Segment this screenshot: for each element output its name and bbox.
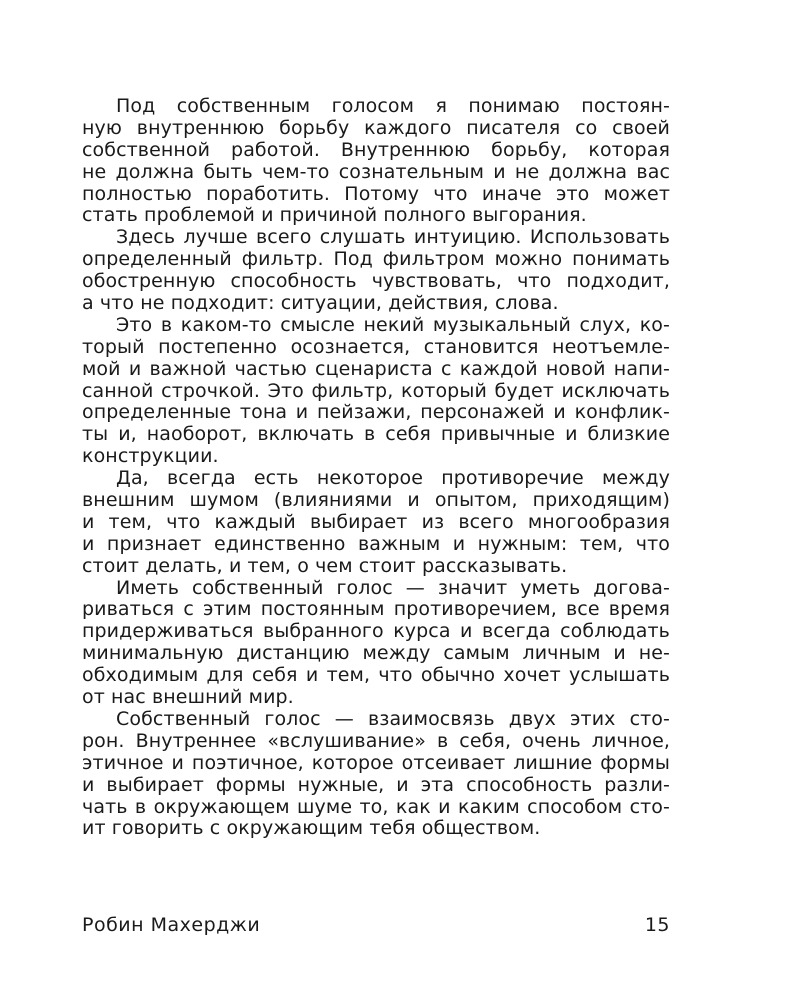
paragraph — [82, 578, 670, 709]
paragraph — [82, 96, 670, 227]
paragraph — [82, 468, 670, 577]
text-line: Здесь лучше всего слушать интуицию. Использовать — [116, 226, 670, 249]
text-line: определенный фильтр. Под фильтром можно понимать — [82, 248, 670, 271]
text-line: Это в каком-то смысле некий музыкальный слух, ко- — [116, 313, 670, 336]
text-line: риваться с этим постоянным противоречием, все время — [82, 598, 670, 621]
page-number: 15 — [644, 914, 670, 936]
text-line: рон. Внутреннее «вслушивание» в себя, очень личное, — [82, 729, 670, 752]
text-line: ит говорить с окружающим тебя обществом. — [82, 817, 541, 840]
text-line: не должна быть чем-то сознательным и не должна вас — [82, 160, 670, 183]
paragraph — [82, 227, 670, 315]
paragraph — [82, 709, 670, 840]
paragraph — [82, 315, 670, 468]
text-line: и признает единственно важным и нужным: тем, что — [82, 532, 670, 555]
text-line: чать в окружающем шуме то, как и каким способом сто- — [82, 795, 670, 818]
text-line: полностью поработить. Потому что иначе это может — [82, 182, 670, 205]
text-line: определенные тона и пейзажи, персонажей и конфлик- — [82, 401, 670, 424]
text-line: Иметь собственный голос — значит уметь догова- — [116, 576, 670, 599]
text-line: мой и важной частью сценариста с каждой новой напи- — [82, 357, 670, 380]
text-line: конструкции. — [82, 445, 219, 468]
text-line: Под собственным голосом я понимаю постоян- — [116, 95, 670, 117]
text-line: этичное и поэтичное, которое отсеивает лишние формы — [82, 751, 670, 774]
footer-author: Робин Махерджи — [82, 914, 261, 936]
text-line: Собственный голос — взаимосвязь двух этих сто- — [116, 707, 670, 730]
text-line: а что не подходит: ситуации, действия, слова. — [82, 292, 559, 315]
page-body — [82, 96, 670, 840]
text-line: Да, всегда есть некоторое противоречие между — [116, 467, 670, 490]
text-line: ты и, наоборот, включать в себя привычные и близкие — [82, 423, 670, 446]
text-line: минимальную дистанцию между самым личным и не- — [82, 642, 670, 665]
text-line: придерживаться выбранного курса и всегда соблюдать — [82, 620, 670, 643]
text-line: санной строчкой. Это фильтр, который будет исключать — [82, 379, 670, 402]
text-line: и тем, что каждый выбирает из всего многообразия — [82, 510, 670, 533]
page-footer — [82, 910, 670, 940]
text-line: ную внутреннюю борьбу каждого писателя со своей — [82, 116, 670, 139]
text-line: собственной работой. Внутреннюю борьбу, которая — [82, 138, 670, 161]
text-line: внешним шумом (влияниями и опытом, приходящим) — [82, 489, 670, 512]
text-line: торый постепенно осознается, становится неотъемле- — [82, 335, 670, 358]
text-line: обходимым для себя и тем, что обычно хочет услышать — [82, 664, 670, 687]
text-line: и выбирает формы нужные, и эта способность разли- — [82, 773, 670, 796]
text-line: стоит делать, и тем, о чем стоит рассказывать. — [82, 554, 568, 577]
text-line: стать проблемой и причиной полного выгорания. — [82, 204, 587, 227]
text-line: от нас внешний мир. — [82, 686, 294, 709]
text-line: обостренную способность чувствовать, что подходит, — [82, 270, 670, 293]
